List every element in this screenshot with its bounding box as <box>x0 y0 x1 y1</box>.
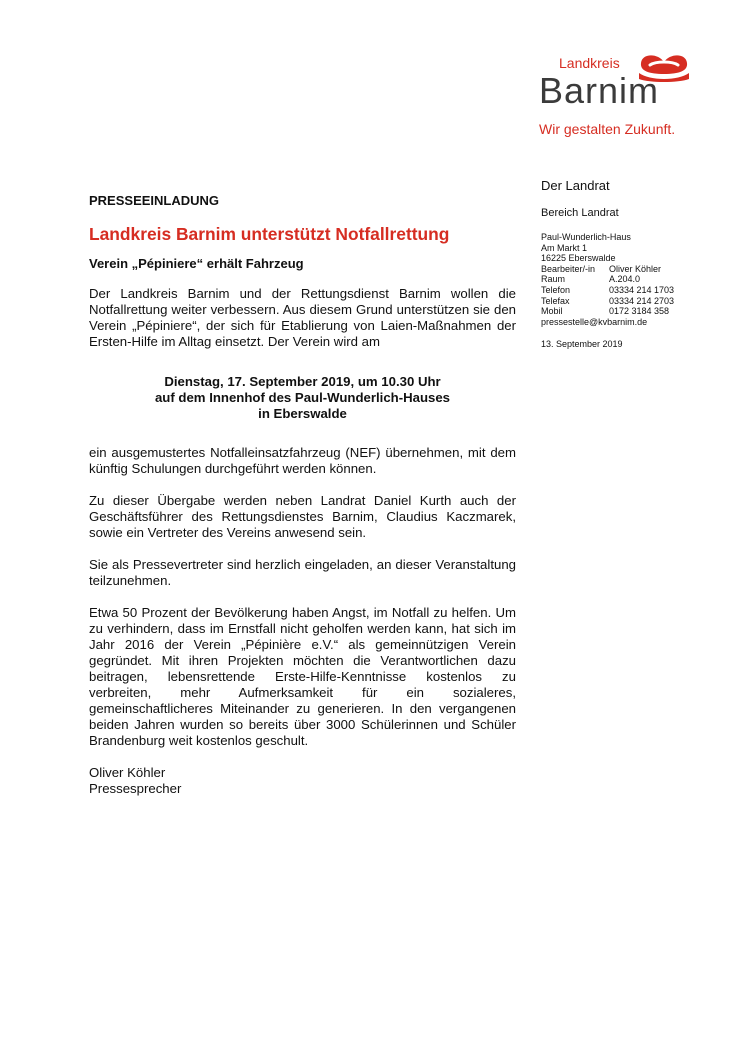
landkreis-barnim-logo <box>535 50 695 145</box>
address-line: 16225 Eberswalde <box>541 253 616 264</box>
contact-row <box>541 285 736 296</box>
department: Der Landrat <box>541 178 610 193</box>
subheadline: Verein „Pépiniere“ erhält Fahrzeug <box>89 256 304 271</box>
email-link[interactable]: pressestelle@kvbarnim.de <box>541 316 648 327</box>
background-paragraph: Etwa 50 Prozent der Bevölkerung haben Angst, im Notfall zu helfen. Um zu verhindern, dass im Ernstfall nicht geholfen werden kann, hat sich im Jahr 2016 der Verein „Pépinière e.V.“ als gemeinnützigen Verein gegründet. Mit ihren Projekten möchten die Verantwortlichen dazu beitragen, lebensrettende Erste-Hilfe-Kenntnisse kostenlos zu verbreiten, mehr Aufmerksamkeit für ein sozialeres, gemeinschaftlicheres Miteinander zu generieren. In den vergangenen beiden Jahren wurden so bereits über 3000 Schülerinnen und Schüler Brandenburg weit kostenlos geschult. <box>89 605 516 748</box>
signature-name: Oliver Köhler <box>89 765 166 780</box>
contact-row <box>541 306 736 317</box>
signature <box>89 765 516 797</box>
address-block <box>541 232 736 327</box>
contact-label: Telefax <box>541 295 570 306</box>
event-line: in Eberswalde <box>258 406 347 421</box>
contact-label: Bearbeiter/-in <box>541 263 596 274</box>
event-line: auf dem Innenhof des Paul-Wunderlich-Hauses <box>154 390 451 405</box>
press-release-body <box>89 193 516 797</box>
headline: Landkreis Barnim unterstützt Notfallrettung <box>89 224 450 244</box>
document-type: PRESSEEINLADUNG <box>89 193 220 208</box>
contact-value: Oliver Köhler <box>609 263 662 274</box>
contact-label: Mobil <box>541 306 563 317</box>
contact-value: 0172 3184 358 <box>609 306 670 317</box>
area: Bereich Landrat <box>541 207 619 219</box>
logo-slogan: Wir gestalten Zukunft. <box>539 121 676 137</box>
address-line: Am Markt 1 <box>541 242 588 253</box>
logo-name: Barnim <box>539 70 660 111</box>
sender-info <box>541 178 736 349</box>
contact-row <box>541 264 736 275</box>
signature-title: Pressesprecher <box>89 781 182 796</box>
contact-value: 03334 214 1703 <box>609 284 675 295</box>
event-details <box>89 374 516 422</box>
contact-value: A.204.0 <box>609 274 641 285</box>
contact-label: Telefon <box>541 284 571 295</box>
intro-paragraph: Der Landkreis Barnim und der Rettungsdienst Barnim wollen die Notfallrettung weiter verbessern. Aus diesem Grund unterstützen sie den Verein „Pépiniere“, der sich für Etablierung von Laien-Maßnahmen der Ersten-Hilfe im Alltag einsetzt. Der Verein wird am <box>89 286 516 349</box>
contact-row <box>541 296 736 307</box>
contact-value: 03334 214 2703 <box>609 295 675 306</box>
contact-row <box>541 274 736 285</box>
guests-paragraph: Zu dieser Übergabe werden neben Landrat Daniel Kurth auch der Geschäftsführer des Rettungsdienstes Barnim, Claudius Kaczmarek, sowie ein Vertreter des Vereins anwesend sein. <box>89 493 516 540</box>
vehicle-paragraph: ein ausgemustertes Notfalleinsatzfahrzeug (NEF) übernehmen, mit dem künftig Schulungen durchgeführt werden können. <box>89 445 516 476</box>
contact-label: Raum <box>541 274 566 285</box>
logo-top-text: Landkreis <box>559 55 620 71</box>
address-line: Paul-Wunderlich-Haus <box>541 232 631 242</box>
invite-paragraph: Sie als Pressevertreter sind herzlich eingeladen, an dieser Veranstaltung teilzunehmen. <box>89 557 516 588</box>
letter-date: 13. September 2019 <box>541 339 623 350</box>
event-line: Dienstag, 17. September 2019, um 10.30 Uhr <box>164 374 441 389</box>
